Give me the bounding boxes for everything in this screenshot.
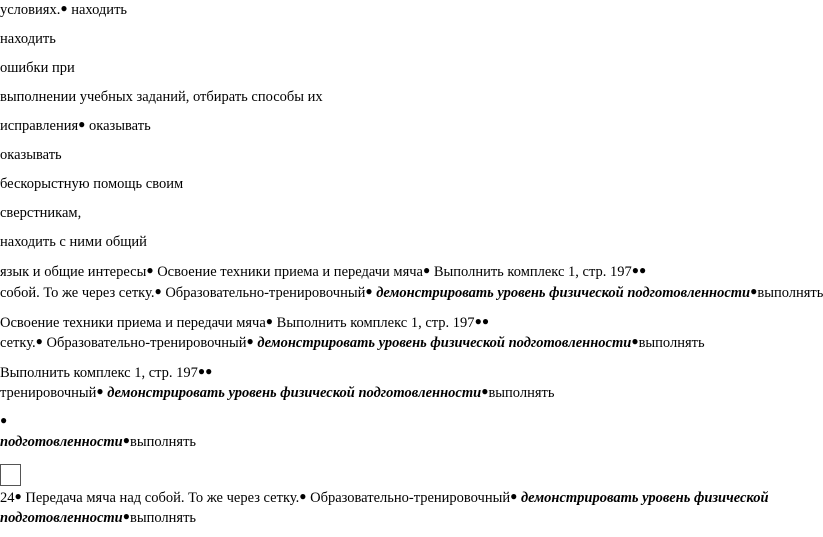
text-line bbox=[0, 490, 769, 507]
line-text: оказывать bbox=[89, 118, 151, 134]
text-line bbox=[0, 315, 489, 332]
line-text: выполнять bbox=[130, 434, 197, 450]
text-line bbox=[0, 234, 147, 251]
line-text: выполнять bbox=[130, 510, 197, 526]
bullet-icon: ● bbox=[60, 1, 68, 15]
bullet-icon: ● bbox=[246, 334, 254, 348]
line-text: выполнять bbox=[757, 285, 823, 301]
bullet-icon: ● bbox=[35, 334, 43, 348]
text-line bbox=[0, 285, 823, 302]
bullet-icon: ● bbox=[631, 263, 640, 277]
line-text: Образовательно-тренировочный bbox=[165, 285, 366, 301]
emphasis-text: демонстрировать уровень физической bbox=[520, 490, 769, 506]
bullet-icon: ● bbox=[481, 314, 490, 328]
line-text: находить с ними общий bbox=[0, 234, 147, 250]
line-text: Освоение техники приема и передачи мяча bbox=[0, 315, 266, 331]
line-text: исправления bbox=[0, 118, 79, 134]
bullet-icon: ● bbox=[639, 263, 647, 277]
text-line bbox=[0, 31, 56, 48]
line-text: тренировочный bbox=[0, 385, 97, 401]
line-text: выполнять bbox=[488, 385, 555, 401]
emphasis-text: подготовленности bbox=[0, 434, 123, 450]
bullet-icon: ● bbox=[0, 413, 8, 427]
text-line bbox=[0, 205, 81, 222]
line-text: находить bbox=[0, 31, 56, 47]
line-text: выполнять bbox=[638, 335, 705, 351]
line-text: находить bbox=[71, 2, 128, 18]
bullet-icon: ● bbox=[750, 284, 758, 298]
bullet-icon: ● bbox=[474, 314, 482, 328]
emphasis-text: демонстрировать уровень физической подготовленности bbox=[257, 335, 632, 351]
emphasis-text: подготовленности bbox=[0, 510, 123, 526]
text-line bbox=[0, 365, 212, 382]
text-line bbox=[0, 434, 196, 451]
bullet-icon: ● bbox=[510, 489, 518, 503]
bullet-icon: ● bbox=[197, 364, 206, 378]
bullet-icon: ● bbox=[299, 489, 307, 503]
text-line bbox=[0, 176, 183, 193]
line-text: язык и общие интересы bbox=[0, 264, 147, 280]
text-line bbox=[0, 414, 7, 431]
line-text: Освоение техники приема и передачи мяча bbox=[157, 264, 423, 280]
text-line bbox=[0, 2, 127, 19]
empty-box bbox=[0, 464, 21, 486]
bullet-icon: ● bbox=[154, 284, 162, 298]
row-number: 24 bbox=[0, 490, 15, 506]
bullet-icon: ● bbox=[481, 384, 489, 398]
emphasis-text: демонстрировать уровень физической подготовленности bbox=[376, 285, 751, 301]
line-text: бескорыстную помощь своим bbox=[0, 176, 184, 192]
text-line bbox=[0, 118, 151, 135]
text-line bbox=[0, 60, 75, 77]
text-line bbox=[0, 89, 323, 106]
bullet-icon: ● bbox=[122, 509, 130, 523]
line-text: собой. То же через сетку. bbox=[0, 285, 155, 301]
bullet-icon: ● bbox=[631, 334, 639, 348]
bullet-icon: ● bbox=[146, 263, 154, 277]
line-text: Выполнить комплекс 1, стр. 197 bbox=[276, 315, 475, 331]
text-line bbox=[0, 385, 554, 402]
line-text: ошибки при bbox=[0, 60, 75, 76]
text-line bbox=[0, 147, 62, 164]
line-text: сетку. bbox=[0, 335, 36, 351]
line-text: Передача мяча над собой. То же через сетку. bbox=[25, 490, 300, 506]
bullet-icon: ● bbox=[422, 263, 431, 277]
line-text: оказывать bbox=[0, 147, 62, 163]
bullet-icon: ● bbox=[205, 364, 213, 378]
bullet-icon: ● bbox=[365, 284, 373, 298]
line-text: выполнении учебных заданий, отбирать способы их bbox=[0, 89, 323, 105]
bullet-icon: ● bbox=[122, 433, 130, 447]
line-text: Образовательно-тренировочный bbox=[46, 335, 247, 351]
bullet-icon: ● bbox=[96, 384, 104, 398]
line-text: Выполнить комплекс 1, стр. 197 bbox=[0, 365, 198, 381]
text-line bbox=[0, 264, 646, 281]
line-text: Выполнить комплекс 1, стр. 197 bbox=[433, 264, 632, 280]
line-text: Образовательно-тренировочный bbox=[310, 490, 511, 506]
bullet-icon: ● bbox=[14, 489, 22, 503]
line-text: условиях. bbox=[0, 2, 61, 18]
text-line bbox=[0, 510, 196, 527]
bullet-icon: ● bbox=[78, 117, 86, 131]
emphasis-text: демонстрировать уровень физической подготовленности bbox=[107, 385, 482, 401]
line-text: сверстникам, bbox=[0, 205, 82, 221]
text-line bbox=[0, 335, 705, 352]
bullet-icon: ● bbox=[265, 314, 274, 328]
